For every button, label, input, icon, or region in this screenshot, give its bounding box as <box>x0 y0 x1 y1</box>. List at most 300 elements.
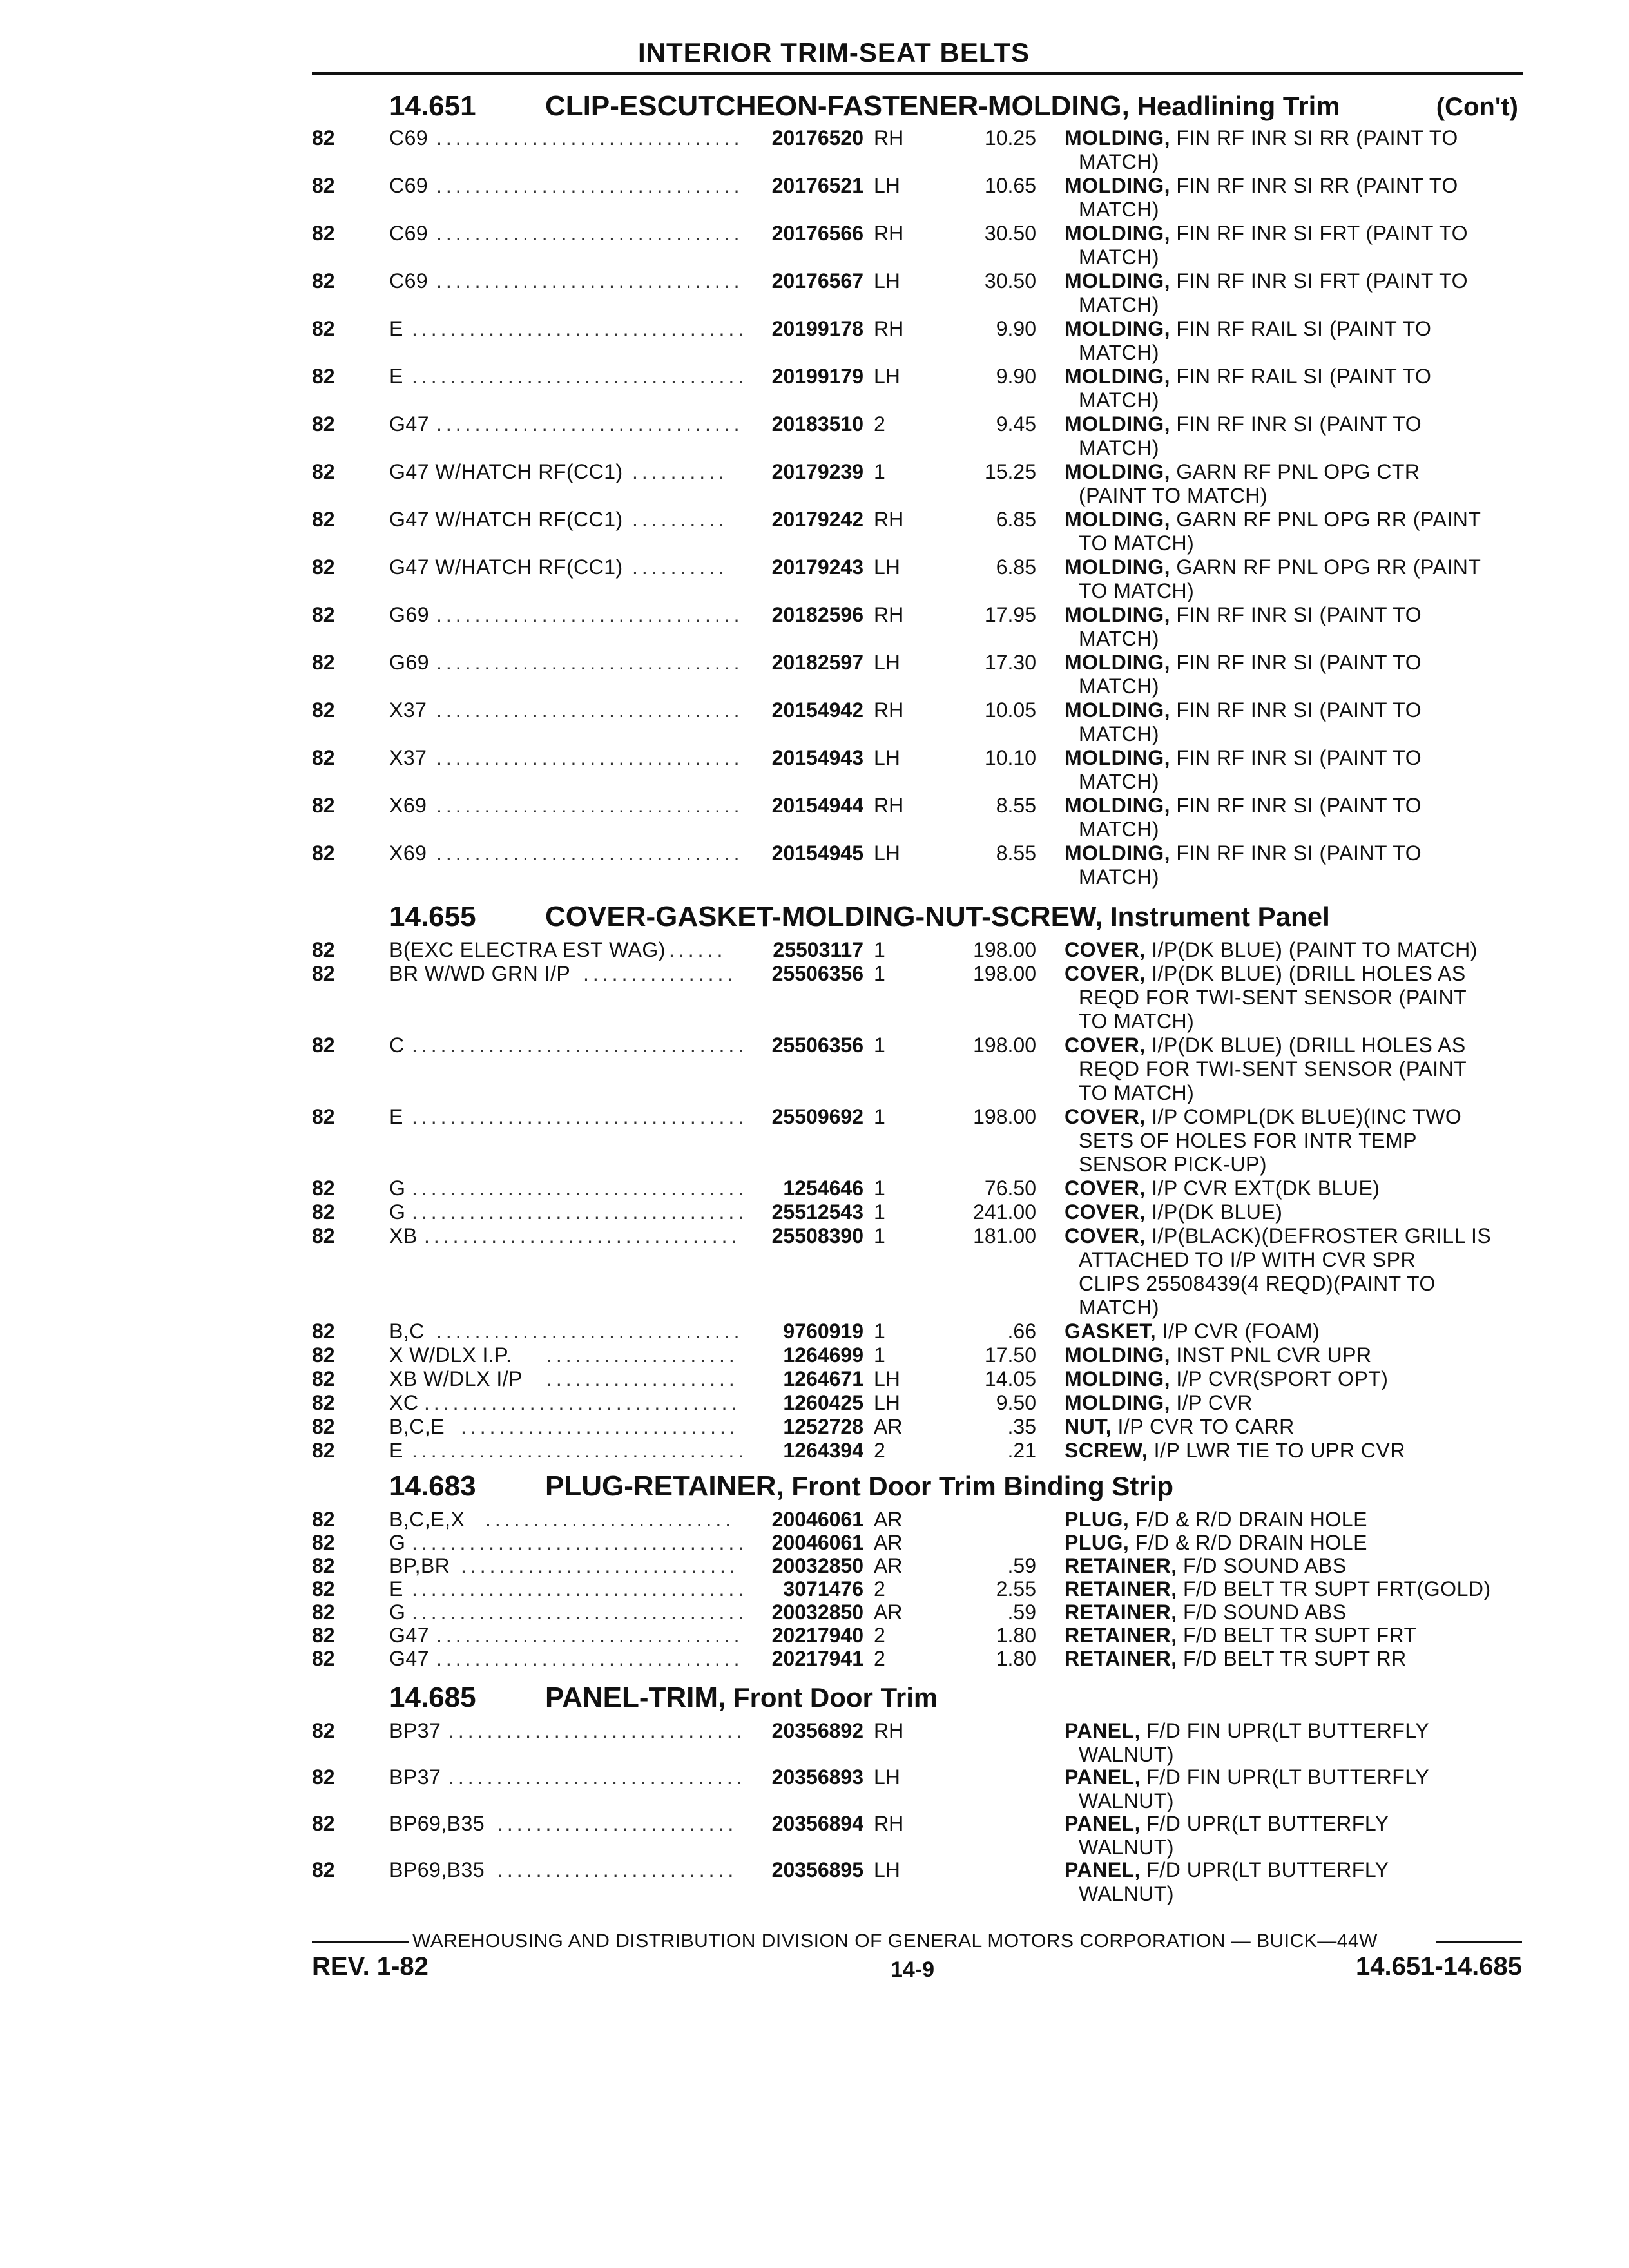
quantity: LH <box>874 746 900 769</box>
quantity: RH <box>874 126 904 149</box>
part-description <box>1065 1391 1253 1415</box>
price: 17.30 <box>984 651 1036 674</box>
leader-dots: ................................... <box>412 1200 748 1224</box>
part-description <box>1065 1343 1372 1367</box>
price: 9.45 <box>996 412 1036 436</box>
description-keyword: MOLDING, <box>1065 460 1170 483</box>
description-text: F/D FIN UPR(LT BUTTERFLY <box>1140 1765 1430 1789</box>
table-row <box>0 1600 1629 1624</box>
quantity: LH <box>874 1765 900 1789</box>
leader-dots: ................................. <box>424 1224 741 1247</box>
quantity: LH <box>874 269 900 293</box>
description-keyword: COVER, <box>1065 938 1146 961</box>
description-continuation: TO MATCH) <box>1079 1081 1195 1104</box>
description-text: F/D & R/D DRAIN HOLE <box>1129 1508 1367 1531</box>
model-year: 82 <box>312 1600 335 1624</box>
part-number: 20176521 <box>771 174 863 197</box>
description-continuation: MATCH) <box>1079 722 1160 745</box>
description-continuation: MATCH) <box>1079 436 1160 459</box>
price: 76.50 <box>984 1177 1036 1200</box>
quantity: 1 <box>874 460 885 483</box>
part-description <box>1065 1647 1407 1671</box>
leader-dots: ................................ <box>436 746 744 769</box>
table-row <box>0 746 1629 794</box>
model-code: C69 <box>389 269 429 293</box>
revision-label: REV. 1-82 <box>312 1952 429 1981</box>
model-code: E <box>389 365 403 388</box>
leader-dots: ............................... <box>448 1719 746 1742</box>
description-text: FIN RF INR SI (PAINT TO <box>1170 412 1422 436</box>
quantity: RH <box>874 317 904 340</box>
header-rule <box>312 72 1523 75</box>
part-description <box>1065 508 1481 532</box>
part-number: 20179243 <box>771 555 863 579</box>
price: 9.90 <box>996 365 1036 388</box>
model-code: C69 <box>389 126 429 149</box>
description-keyword: MOLDING, <box>1065 222 1170 245</box>
model-code: G <box>389 1200 406 1224</box>
footer-rule-left <box>312 1941 409 1943</box>
quantity: 1 <box>874 962 885 985</box>
description-text: I/P(DK BLUE) (DRILL HOLES AS <box>1145 1033 1466 1057</box>
description-continuation: CLIPS 25508439(4 REQD)(PAINT TO <box>1079 1272 1436 1295</box>
part-number: 20046061 <box>771 1508 863 1531</box>
section-heading <box>0 1470 1629 1506</box>
part-description <box>1065 1812 1389 1836</box>
model-year: 82 <box>312 698 335 722</box>
part-number: 20199178 <box>771 317 863 340</box>
leader-dots: ............................... <box>448 1765 746 1789</box>
part-number: 20179242 <box>771 508 863 531</box>
section-title-keywords: PANEL-TRIM, <box>545 1682 726 1713</box>
description-keyword: PLUG, <box>1065 1531 1130 1554</box>
model-year: 82 <box>312 1765 335 1789</box>
model-code: X37 <box>389 698 427 722</box>
description-continuation: SENSOR PICK-UP) <box>1079 1153 1267 1176</box>
leader-dots: ................................... <box>412 1531 748 1554</box>
description-text: GARN RF PNL OPG CTR <box>1170 460 1420 483</box>
description-keyword: PLUG, <box>1065 1508 1130 1531</box>
model-code: G69 <box>389 651 429 674</box>
description-keyword: COVER, <box>1065 1105 1146 1128</box>
part-number: 20199179 <box>771 365 863 388</box>
leader-dots: ............................. <box>461 1554 739 1577</box>
quantity: 2 <box>874 1647 885 1670</box>
description-continuation: WALNUT) <box>1079 1882 1175 1905</box>
description-keyword: SCREW, <box>1065 1439 1148 1462</box>
model-year: 82 <box>312 794 335 817</box>
model-year: 82 <box>312 222 335 245</box>
part-description <box>1065 1531 1367 1555</box>
description-continuation: REQD FOR TWI-SENT SENSOR (PAINT <box>1079 986 1467 1009</box>
description-text: FIN RF INR SI (PAINT TO <box>1170 651 1422 674</box>
table-row <box>0 1647 1629 1671</box>
description-text: F/D FIN UPR(LT BUTTERFLY <box>1140 1719 1430 1742</box>
quantity: AR <box>874 1415 903 1438</box>
quantity: 1 <box>874 1177 885 1200</box>
leader-dots: ................................ <box>436 126 744 149</box>
part-number: 20179239 <box>771 460 863 483</box>
part-number: 1264671 <box>783 1367 863 1390</box>
section-range: 14.651-14.685 <box>1355 1952 1522 1981</box>
quantity: 2 <box>874 1624 885 1647</box>
price: 198.00 <box>973 938 1036 961</box>
quantity: RH <box>874 1812 904 1835</box>
part-description <box>1065 1439 1405 1463</box>
part-number: 25506356 <box>771 962 863 985</box>
part-description <box>1065 938 1478 962</box>
description-continuation: MATCH) <box>1079 627 1160 650</box>
leader-dots: .................... <box>546 1343 738 1367</box>
part-description <box>1065 1765 1429 1789</box>
quantity: AR <box>874 1554 903 1577</box>
description-continuation: MATCH) <box>1079 389 1160 412</box>
leader-dots: ................................ <box>436 1647 744 1670</box>
part-number: 1264394 <box>783 1439 863 1462</box>
part-description <box>1065 1858 1389 1882</box>
model-year: 82 <box>312 460 335 483</box>
part-description <box>1065 1600 1347 1624</box>
model-year: 82 <box>312 651 335 674</box>
table-row <box>0 1343 1629 1367</box>
part-description <box>1065 746 1422 770</box>
part-number: 1260425 <box>783 1391 863 1414</box>
part-description <box>1065 365 1431 389</box>
model-year: 82 <box>312 962 335 985</box>
part-number: 20154944 <box>771 794 863 817</box>
description-text: GARN RF PNL OPG RR (PAINT <box>1170 555 1481 579</box>
section-continued-label: (Con't) <box>1436 93 1518 121</box>
description-continuation: (PAINT TO MATCH) <box>1079 484 1268 507</box>
table-row <box>0 651 1629 698</box>
quantity: LH <box>874 1367 900 1390</box>
price: .59 <box>1007 1600 1036 1624</box>
section-heading <box>0 1682 1629 1718</box>
table-row <box>0 1624 1629 1648</box>
part-number: 20356894 <box>771 1812 863 1835</box>
description-continuation: MATCH) <box>1079 675 1160 698</box>
description-continuation: MATCH) <box>1079 150 1160 173</box>
description-keyword: COVER, <box>1065 1224 1146 1247</box>
table-row <box>0 1177 1629 1200</box>
model-code: E <box>389 1577 403 1600</box>
quantity: LH <box>874 174 900 197</box>
model-code: G <box>389 1531 406 1554</box>
table-row <box>0 317 1629 365</box>
model-code: BP,BR <box>389 1554 450 1577</box>
description-continuation: WALNUT) <box>1079 1743 1175 1766</box>
quantity: AR <box>874 1508 903 1531</box>
leader-dots: ................................ <box>436 222 744 245</box>
description-text: FIN RF INR SI (PAINT TO <box>1170 698 1422 722</box>
model-code: BP37 <box>389 1719 441 1742</box>
part-number: 20182596 <box>771 603 863 626</box>
model-year: 82 <box>312 1391 335 1414</box>
leader-dots: ................ <box>583 962 737 985</box>
table-row <box>0 1320 1629 1343</box>
quantity: AR <box>874 1531 903 1554</box>
price: 198.00 <box>973 1033 1036 1057</box>
section-heading <box>0 901 1629 937</box>
model-year: 82 <box>312 1105 335 1128</box>
price: 10.65 <box>984 174 1036 197</box>
description-keyword: COVER, <box>1065 962 1146 985</box>
description-text: FIN RF INR SI (PAINT TO <box>1170 841 1422 865</box>
model-code: X37 <box>389 746 427 769</box>
model-code: BP69,B35 <box>389 1812 485 1835</box>
price: 8.55 <box>996 794 1036 817</box>
description-text: F/D SOUND ABS <box>1177 1600 1347 1624</box>
leader-dots: .......... <box>632 508 728 531</box>
leader-dots: ................................... <box>412 1439 748 1462</box>
description-text: F/D UPR(LT BUTTERFLY <box>1140 1812 1389 1835</box>
section-heading <box>0 90 1629 126</box>
description-keyword: MOLDING, <box>1065 555 1170 579</box>
price: 181.00 <box>973 1224 1036 1247</box>
leader-dots: ................................... <box>412 1600 748 1624</box>
model-year: 82 <box>312 269 335 293</box>
model-year: 82 <box>312 1343 335 1367</box>
part-number: 20046061 <box>771 1531 863 1554</box>
part-description <box>1065 1033 1466 1057</box>
part-number: 20032850 <box>771 1554 863 1577</box>
price: 10.25 <box>984 126 1036 149</box>
model-year: 82 <box>312 1200 335 1224</box>
section-title <box>545 1682 938 1714</box>
table-row <box>0 962 1629 1033</box>
model-code: C69 <box>389 222 429 245</box>
description-continuation: TO MATCH) <box>1079 1010 1195 1033</box>
quantity: 1 <box>874 1343 885 1367</box>
price: 17.95 <box>984 603 1036 626</box>
price: 6.85 <box>996 555 1036 579</box>
price: 17.50 <box>984 1343 1036 1367</box>
model-code: BP37 <box>389 1765 441 1789</box>
quantity: RH <box>874 698 904 722</box>
leader-dots: .......... <box>632 460 728 483</box>
description-keyword: RETAINER, <box>1065 1554 1177 1577</box>
table-row <box>0 841 1629 889</box>
section-number: 14.651 <box>389 90 476 122</box>
part-number: 1252728 <box>783 1415 863 1438</box>
leader-dots: ................................ <box>436 269 744 293</box>
price: .21 <box>1007 1439 1036 1462</box>
leader-dots: ................................... <box>412 1177 748 1200</box>
part-description <box>1065 1367 1388 1391</box>
description-text: FIN RF RAIL SI (PAINT TO <box>1170 317 1432 340</box>
quantity: 2 <box>874 1439 885 1462</box>
model-year: 82 <box>312 1367 335 1390</box>
leader-dots: ...... <box>669 938 727 961</box>
description-continuation: WALNUT) <box>1079 1836 1175 1859</box>
part-description <box>1065 126 1458 150</box>
description-text: I/P(BLACK)(DEFROSTER GRILL IS <box>1145 1224 1492 1247</box>
part-number: 25503117 <box>773 938 863 961</box>
table-row <box>0 1577 1629 1601</box>
description-keyword: PANEL, <box>1065 1858 1141 1881</box>
quantity: 1 <box>874 1224 885 1247</box>
table-row <box>0 1531 1629 1555</box>
part-description <box>1065 962 1466 986</box>
model-year: 82 <box>312 365 335 388</box>
quantity: LH <box>874 1858 900 1881</box>
description-keyword: MOLDING, <box>1065 317 1170 340</box>
price: 9.90 <box>996 317 1036 340</box>
description-text: FIN RF INR SI RR (PAINT TO <box>1170 174 1458 197</box>
part-description <box>1065 1719 1429 1743</box>
price: 30.50 <box>984 269 1036 293</box>
part-number: 20182597 <box>771 651 863 674</box>
part-description <box>1065 174 1458 198</box>
part-number: 20356893 <box>771 1765 863 1789</box>
price: 10.05 <box>984 698 1036 722</box>
part-description <box>1065 269 1468 293</box>
part-description <box>1065 698 1422 722</box>
description-continuation: MATCH) <box>1079 1296 1160 1319</box>
part-number: 1264699 <box>783 1343 863 1367</box>
part-number: 25506356 <box>771 1033 863 1057</box>
part-number: 25509692 <box>771 1105 863 1128</box>
table-row <box>0 1391 1629 1415</box>
quantity: RH <box>874 603 904 626</box>
part-number: 25508390 <box>771 1224 863 1247</box>
section-title-subject: Front Door Trim <box>726 1682 938 1713</box>
price: 241.00 <box>973 1200 1036 1224</box>
table-row <box>0 1719 1629 1767</box>
description-text: I/P LWR TIE TO UPR CVR <box>1148 1439 1405 1462</box>
part-description <box>1065 794 1422 818</box>
price: 9.50 <box>996 1391 1036 1414</box>
description-text: I/P(DK BLUE) (DRILL HOLES AS <box>1145 962 1466 985</box>
table-row <box>0 1765 1629 1813</box>
price: 14.05 <box>984 1367 1036 1390</box>
model-year: 82 <box>312 1858 335 1881</box>
description-text: FIN RF INR SI (PAINT TO <box>1170 746 1422 769</box>
part-description <box>1065 1508 1367 1532</box>
model-code: X69 <box>389 794 427 817</box>
section-title-subject: Front Door Trim Binding Strip <box>784 1471 1174 1501</box>
part-description <box>1065 1105 1461 1129</box>
description-continuation: MATCH) <box>1079 770 1160 793</box>
part-description <box>1065 1415 1295 1439</box>
model-code: X W/DLX I.P. <box>389 1343 512 1367</box>
description-keyword: MOLDING, <box>1065 651 1170 674</box>
description-keyword: MOLDING, <box>1065 746 1170 769</box>
quantity: LH <box>874 651 900 674</box>
price: 15.25 <box>984 460 1036 483</box>
description-keyword: MOLDING, <box>1065 698 1170 722</box>
part-number: 25512543 <box>771 1200 863 1224</box>
model-code: G47 W/HATCH RF(CC1) <box>389 460 623 483</box>
description-continuation: SETS OF HOLES FOR INTR TEMP <box>1079 1129 1417 1152</box>
table-row <box>0 269 1629 317</box>
quantity: 2 <box>874 1577 885 1600</box>
description-keyword: PANEL, <box>1065 1719 1141 1742</box>
model-code: G47 <box>389 412 429 436</box>
leader-dots: ................................... <box>412 1577 748 1600</box>
description-keyword: COVER, <box>1065 1033 1146 1057</box>
model-year: 82 <box>312 841 335 865</box>
part-number: 1254646 <box>783 1177 863 1200</box>
quantity: 1 <box>874 1200 885 1224</box>
description-text: GARN RF PNL OPG RR (PAINT <box>1170 508 1481 531</box>
description-text: I/P CVR TO CARR <box>1112 1415 1295 1438</box>
section-title-keywords: CLIP-ESCUTCHEON-FASTENER-MOLDING, <box>545 90 1130 122</box>
leader-dots: ................................... <box>412 1105 748 1128</box>
description-text: F/D BELT TR SUPT FRT <box>1177 1624 1417 1647</box>
price: 8.55 <box>996 841 1036 865</box>
model-code: E <box>389 1105 403 1128</box>
model-code: X69 <box>389 841 427 865</box>
section-title <box>545 90 1340 122</box>
quantity: LH <box>874 555 900 579</box>
model-year: 82 <box>312 1624 335 1647</box>
quantity: LH <box>874 1391 900 1414</box>
model-code: XB W/DLX I/P <box>389 1367 523 1390</box>
description-text: I/P CVR (FOAM) <box>1156 1320 1320 1343</box>
description-keyword: MOLDING, <box>1065 603 1170 626</box>
section-title-subject: Headlining Trim <box>1129 91 1340 121</box>
table-row <box>0 1033 1629 1105</box>
model-code: XB <box>389 1224 418 1247</box>
section-number: 14.685 <box>389 1682 476 1713</box>
leader-dots: ................................ <box>436 1624 744 1647</box>
description-keyword: COVER, <box>1065 1200 1146 1224</box>
description-keyword: RETAINER, <box>1065 1624 1177 1647</box>
table-row <box>0 794 1629 841</box>
leader-dots: ......................... <box>497 1858 738 1881</box>
section-title-keywords: PLUG-RETAINER, <box>545 1470 784 1502</box>
description-continuation: REQD FOR TWI-SENT SENSOR (PAINT <box>1079 1057 1467 1081</box>
description-keyword: MOLDING, <box>1065 1343 1170 1367</box>
part-number: 20176567 <box>771 269 863 293</box>
part-description <box>1065 1224 1491 1248</box>
part-description <box>1065 1554 1347 1578</box>
model-code: B(EXC ELECTRA EST WAG) <box>389 938 666 961</box>
part-description <box>1065 651 1422 675</box>
section-title <box>545 901 1330 933</box>
leader-dots: .................... <box>546 1367 738 1390</box>
price: 6.85 <box>996 508 1036 531</box>
page-title: INTERIOR TRIM-SEAT BELTS <box>637 37 1030 68</box>
description-continuation: MATCH) <box>1079 865 1160 889</box>
model-year: 82 <box>312 1531 335 1554</box>
leader-dots: ................................ <box>436 1320 744 1343</box>
description-text: I/P CVR(SPORT OPT) <box>1170 1367 1389 1390</box>
section-number: 14.655 <box>389 901 476 932</box>
part-number: 20154942 <box>771 698 863 722</box>
part-number: 20154943 <box>771 746 863 769</box>
table-row <box>0 1224 1629 1320</box>
part-description <box>1065 1624 1417 1648</box>
part-number: 20356892 <box>771 1719 863 1742</box>
quantity: 1 <box>874 1033 885 1057</box>
footer-division: WAREHOUSING AND DISTRIBUTION DIVISION OF GENERAL MOTORS CORPORATION — BUICK—44W <box>412 1930 1378 1952</box>
model-code: E <box>389 1439 403 1462</box>
part-number: 9760919 <box>783 1320 863 1343</box>
model-year: 82 <box>312 603 335 626</box>
description-keyword: COVER, <box>1065 1177 1146 1200</box>
description-text: F/D BELT TR SUPT RR <box>1177 1647 1407 1670</box>
leader-dots: ................................ <box>436 174 744 197</box>
part-number: 20176566 <box>771 222 863 245</box>
price: 30.50 <box>984 222 1036 245</box>
model-code: G47 W/HATCH RF(CC1) <box>389 555 623 579</box>
leader-dots: ................................ <box>436 603 744 626</box>
description-text: F/D BELT TR SUPT FRT(GOLD) <box>1177 1577 1491 1600</box>
model-year: 82 <box>312 1177 335 1200</box>
model-year: 82 <box>312 508 335 531</box>
